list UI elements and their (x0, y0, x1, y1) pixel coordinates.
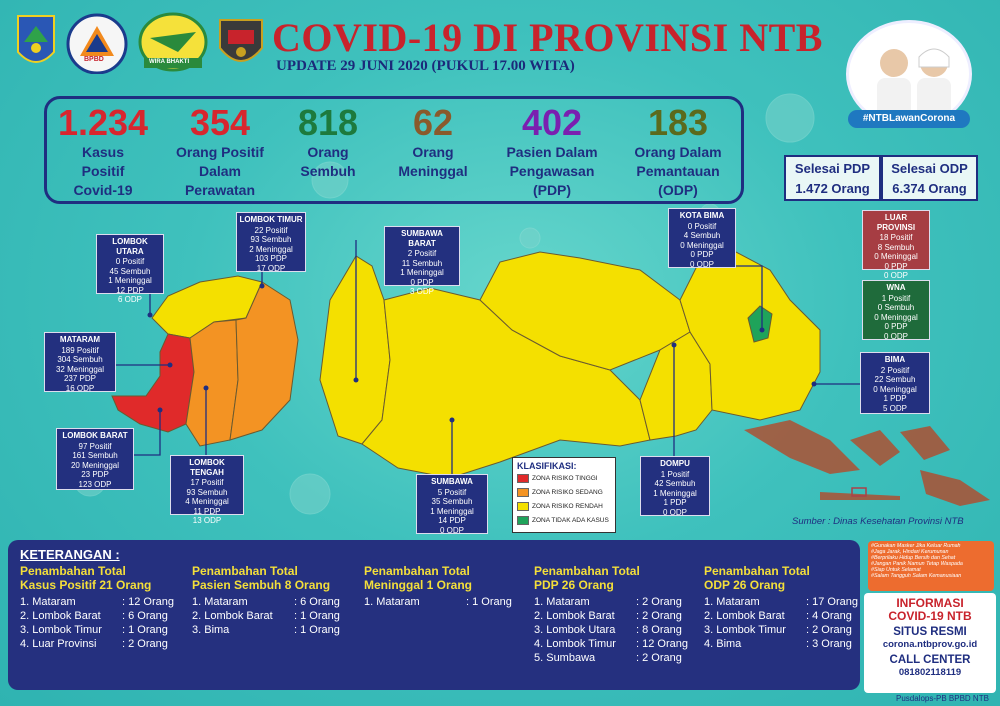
page-title: COVID-19 DI PROVINSI NTB (272, 15, 823, 60)
region-name: LOMBOK TIMUR (239, 215, 303, 224)
row-value: : 8 Orang (636, 624, 682, 636)
row-name: 2. Lombok Barat (192, 610, 273, 622)
region-line: 189 Positif (61, 345, 99, 355)
map-sumbawa-barat (320, 256, 390, 444)
region-mataram (44, 332, 116, 392)
stat-value: 183 (647, 102, 709, 143)
indonesia-inset (744, 420, 990, 506)
stat-label-line: (PDP) (532, 182, 572, 198)
region-line: 0 ODP (689, 259, 714, 269)
row-name: 4. Luar Provinsi (20, 638, 97, 650)
list-item (704, 609, 872, 623)
list-item (364, 595, 532, 609)
legend-label: ZONA RISIKO RENDAH (532, 503, 603, 510)
selesai-odp-title: Selesai ODP (891, 161, 968, 176)
region-line: 11 Sembuh (401, 258, 443, 268)
region-line: 161 Sembuh (72, 451, 118, 460)
region-line: 22 Sembuh (874, 375, 916, 384)
hashtag-badge: #NTBLawanCorona (848, 110, 970, 128)
region-wna (862, 280, 930, 340)
region-name: WNA (886, 283, 906, 292)
region-name: SUMBAWA BARAT (401, 229, 443, 248)
col-heading: PDP 26 Orang (534, 578, 614, 592)
region-line: 0 ODP (439, 525, 464, 535)
region-line: 103 PDP (254, 254, 288, 263)
tip-line: #Berprilaku Hidup Bersih dan Sehat (871, 555, 956, 562)
row-name: 4. Bima (704, 638, 742, 650)
list-item (534, 651, 702, 665)
region-line: 0 Meninggal (873, 384, 917, 394)
legend-swatch (517, 488, 529, 497)
region-name: LOMBOK BARAT (62, 431, 128, 440)
region-name: DOMPU (660, 459, 690, 468)
info-title-2: COVID-19 NTB (888, 609, 972, 623)
selesai-odp-value: 6.374 Orang (892, 181, 967, 196)
region-line: 2 Positif (880, 365, 910, 375)
region-line: 1 PDP (663, 498, 687, 507)
list-item (534, 623, 702, 637)
tip-line: #Gunakan Masker Jika Keluar Rumah (871, 543, 961, 549)
legend-label: ZONA RISIKO TINGGI (532, 475, 598, 482)
region-line: 1 Meninggal (400, 268, 444, 277)
region-line: 3 ODP (409, 287, 434, 296)
region-line: 1 PDP (883, 394, 907, 403)
stat-value: 354 (189, 102, 251, 143)
region-name: MATARAM (59, 335, 101, 344)
region-bima (860, 352, 930, 414)
list-item (704, 637, 872, 651)
row-name: 2. Lombok Barat (20, 610, 101, 622)
stat-label-line: Dalam (198, 163, 242, 179)
region-line: 0 Sembuh (877, 303, 915, 312)
legend-item-tinggi (517, 473, 611, 487)
source-note: Sumber : Dinas Kesehatan Provinsi NTB (792, 516, 964, 527)
region-line: 16 ODP (65, 383, 95, 393)
region-line: 1 Meninggal (653, 488, 697, 498)
stat-label-line: Orang (412, 144, 454, 160)
region-line: 0 PDP (410, 277, 434, 287)
region-line: 123 ODP (78, 479, 112, 489)
region-sumbawa-barat (384, 226, 460, 296)
region-line: 2 Positif (407, 249, 437, 258)
bpbd-logo-text: BPBD (84, 56, 104, 63)
keterangan-col-sembuh (192, 564, 360, 637)
situs-label: SITUS RESMI (893, 626, 967, 638)
list-item (192, 609, 360, 623)
col-heading: Penambahan Total (534, 564, 640, 578)
region-line: 1 Meninggal (430, 506, 474, 516)
list-item (20, 623, 188, 637)
col-heading: Meninggal 1 Orang (364, 578, 473, 592)
map-lombok-tengah (186, 320, 238, 446)
legend-item-rendah (517, 501, 611, 515)
info-box (864, 593, 996, 693)
col-heading: Penambahan Total (20, 564, 126, 578)
row-value: : 2 Orang (636, 596, 682, 608)
region-line: 0 Positif (687, 221, 717, 231)
region-line: 13 ODP (192, 516, 222, 525)
region-line: 93 Sembuh (250, 235, 292, 244)
region-line: 4 Meninggal (185, 497, 229, 506)
stat-label-line: Meninggal (398, 163, 468, 179)
row-value: : 12 Orang (636, 638, 688, 650)
region-line: 93 Sembuh (186, 487, 228, 497)
footer-credit: Pusdalops-PB BPBD NTB (896, 694, 989, 703)
stat-value: 402 (521, 102, 583, 143)
row-value: : 2 Orang (636, 610, 682, 622)
list-item (534, 609, 702, 623)
row-name: 1. Mataram (192, 596, 248, 608)
region-line: 45 Sembuh (109, 266, 151, 276)
row-value: : 1 Orang (294, 610, 340, 622)
map-mataram (112, 334, 194, 432)
region-name: LOMBOK TENGAH (189, 458, 225, 477)
list-item (704, 595, 872, 609)
row-name: 1. Mataram (364, 596, 420, 608)
row-name: 2. Lombok Barat (704, 610, 785, 622)
row-value: : 2 Orang (636, 652, 682, 664)
stat-label-line: Orang (307, 144, 349, 160)
row-value: : 17 Orang (806, 596, 858, 608)
region-name: LOMBOK UTARA (112, 237, 148, 256)
list-item (704, 623, 872, 637)
region-line: 0 PDP (884, 322, 908, 331)
row-name: 1. Mataram (704, 596, 760, 608)
info-title-1: INFORMASI (896, 596, 964, 610)
keterangan-panel (8, 540, 860, 690)
list-item (20, 609, 188, 623)
stat-label-line: Orang Dalam (634, 144, 722, 160)
region-line: 6 ODP (117, 295, 142, 304)
list-item (20, 595, 188, 609)
region-line: 0 ODP (662, 507, 687, 517)
row-value: : 12 Orang (122, 596, 174, 608)
region-line: 0 ODP (883, 271, 908, 280)
stat-label-line: Kasus (81, 144, 125, 160)
wira-bhakti-text: WIRA BHAKTI (149, 59, 190, 65)
region-lombok-tengah (170, 455, 244, 525)
list-item (534, 595, 702, 609)
region-line: 0 Meninggal (874, 252, 918, 261)
row-name: 3. Lombok Timur (20, 624, 102, 636)
legend-label: ZONA RISIKO SEDANG (532, 489, 603, 496)
list-item (534, 637, 702, 651)
region-line: 14 PDP (438, 516, 466, 525)
tip-line: #Jaga Jarak, Hindari Kerumunan (871, 549, 949, 556)
row-name: 1. Mataram (534, 596, 590, 608)
region-line: 11 PDP (193, 506, 221, 516)
region-line: 1 Positif (660, 469, 690, 479)
row-value: : 4 Orang (806, 610, 852, 622)
region-line: 0 ODP (883, 331, 908, 341)
stat-label-line: Pasien Dalam (506, 144, 598, 160)
selesai-pdp-value: 1.472 Orang (795, 181, 870, 196)
row-name: 2. Lombok Barat (534, 610, 615, 622)
region-line: 42 Sembuh (654, 479, 696, 488)
col-heading: Penambahan Total (364, 564, 470, 578)
row-name: 1. Mataram (20, 596, 76, 608)
region-name: KOTA BIMA (679, 211, 725, 220)
region-line: 12 PDP (116, 285, 144, 295)
row-value: : 1 Orang (122, 624, 168, 636)
list-item (192, 595, 360, 609)
keterangan-title: KETERANGAN : (20, 547, 120, 562)
row-name: 3. Bima (192, 624, 230, 636)
region-luar-provinsi (862, 210, 930, 280)
stat-label-line: Pengawasan (509, 163, 595, 179)
row-name: 3. Lombok Timur (704, 624, 786, 636)
list-item (20, 637, 188, 651)
legend-swatch (517, 502, 529, 511)
klasifikasi-title: KLASIFIKASI: (517, 461, 577, 471)
region-kota-bima (668, 208, 736, 268)
region-line: 0 Meninggal (874, 312, 918, 322)
list-item (192, 623, 360, 637)
keterangan-col-meninggal (364, 564, 532, 609)
col-heading: Kasus Positif 21 Orang (20, 578, 152, 592)
situs-link[interactable]: corona.ntbprov.go.id (882, 639, 978, 650)
call-center-label: CALL CENTER (889, 654, 971, 666)
legend-swatch (517, 474, 529, 483)
region-line: 5 ODP (882, 403, 907, 413)
row-name: 4. Lombok Timur (534, 638, 616, 650)
row-value: : 1 Orang (466, 596, 512, 608)
keterangan-col-odp (704, 564, 872, 651)
region-line: 0 PDP (690, 250, 714, 259)
row-value: : 2 Orang (806, 624, 852, 636)
stat-label-line: Covid-19 (73, 182, 133, 198)
region-line: 0 PDP (884, 261, 908, 271)
region-line: 0 Meninggal (680, 240, 724, 250)
call-center-number[interactable]: 081802118119 (898, 667, 962, 678)
region-line: 35 Sembuh (431, 497, 473, 506)
stat-label-line: Perawatan (184, 182, 256, 198)
stat-value: 818 (297, 102, 359, 143)
region-name: LUAR PROVINSI (876, 213, 916, 232)
legend-label: ZONA TIDAK ADA KASUS (532, 517, 609, 524)
region-line: 8 Sembuh (877, 242, 915, 252)
col-heading: ODP 26 Orang (704, 578, 786, 592)
stat-label-line: Positif (81, 163, 125, 179)
region-lombok-timur (236, 212, 306, 272)
row-value: : 3 Orang (806, 638, 852, 650)
region-name: SUMBAWA (431, 477, 473, 486)
health-tips-box (868, 541, 994, 591)
stat-label-line: Orang Positif (176, 144, 264, 160)
region-line: 2 Meninggal (249, 244, 293, 254)
region-line: 17 Positif (190, 478, 224, 487)
region-name: BIMA (884, 355, 906, 364)
klasifikasi-legend (512, 457, 616, 533)
selesai-pdp-title: Selesai PDP (794, 161, 871, 176)
region-line: 18 Positif (879, 233, 913, 242)
region-line: 237 PDP (63, 374, 97, 383)
row-value: : 6 Orang (294, 596, 340, 608)
stat-label-line: Pemantauan (636, 163, 720, 179)
region-line: 97 Positif (78, 441, 112, 451)
region-line: 32 Meninggal (55, 364, 105, 374)
region-line: 1 Meninggal (108, 276, 152, 285)
region-dompu (640, 456, 710, 516)
legend-item-sedang (517, 487, 611, 501)
row-name: 5. Sumbawa (534, 652, 596, 664)
legend-swatch (517, 516, 529, 525)
row-value: : 2 Orang (122, 638, 168, 650)
row-value: : 6 Orang (122, 610, 168, 622)
region-lombok-utara (96, 234, 164, 304)
keterangan-col-positif (20, 564, 188, 651)
stat-value: 1.234 (57, 102, 149, 143)
region-line: 4 Sembuh (683, 231, 721, 240)
stat-label-line: (ODP) (658, 182, 698, 198)
col-heading: Pasien Sembuh 8 Orang (192, 578, 331, 592)
keterangan-col-pdp (534, 564, 702, 665)
region-line: 1 Positif (881, 293, 911, 303)
stat-value: 62 (412, 102, 454, 143)
tip-line: #Jangan Panik Namun Tetap Waspada (871, 561, 963, 568)
region-sumbawa (416, 474, 488, 534)
region-line: 304 Sembuh (57, 355, 103, 364)
region-lombok-barat (56, 428, 134, 490)
col-heading: Penambahan Total (192, 564, 298, 578)
region-line: 5 Positif (437, 487, 467, 497)
col-heading: Penambahan Total (704, 564, 810, 578)
row-value: : 1 Orang (294, 624, 340, 636)
region-line: 17 ODP (256, 263, 286, 273)
region-line: 0 Positif (115, 257, 145, 266)
tip-line: #Salam Tangguh Salam Kemanusiaan (871, 573, 962, 580)
tip-line: #Siap Untuk Selamat (871, 567, 921, 574)
legend-item-tidak-ada (517, 515, 611, 529)
row-name: 3. Lombok Utara (534, 624, 616, 636)
region-line: 23 PDP (81, 470, 109, 479)
stat-label-line: Sembuh (300, 163, 356, 179)
update-subtitle: UPDATE 29 JUNI 2020 (PUKUL 17.00 WITA) (276, 58, 575, 74)
region-line: 22 Positif (254, 225, 288, 235)
region-line: 20 Meninggal (70, 460, 120, 470)
